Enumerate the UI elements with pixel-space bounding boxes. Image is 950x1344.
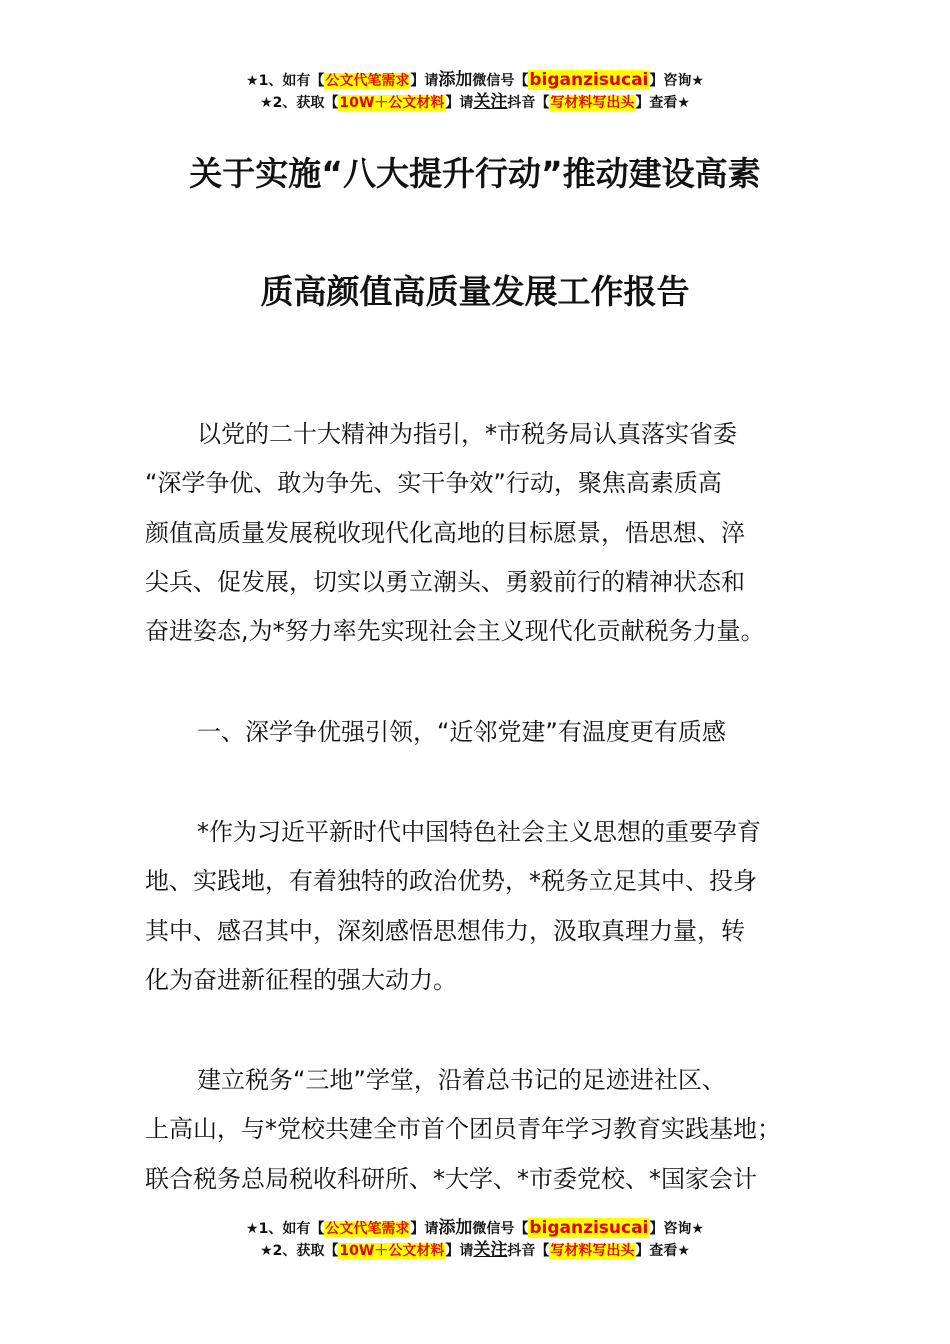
banner-line-2 (0, 92, 950, 114)
banner-text: 】咨询★ (649, 73, 704, 89)
banner-text: 微信号【 (472, 73, 529, 89)
banner-line-1 (0, 1218, 950, 1240)
banner-emphasis: 添加 (438, 1218, 473, 1238)
banner-line-1 (0, 70, 950, 92)
paragraph-line: 尖兵、促发展，切实以勇立潮头、勇毅前行的精神状态和 (145, 567, 745, 596)
banner-text: 】请 (410, 73, 439, 89)
paragraph-2 (145, 808, 835, 1005)
paragraph-line: 颜值高质量发展税收现代化高地的目标愿景，悟思想、淬 (145, 518, 745, 547)
document-title-line-1: 关于实施“八大提升行动”推动建设高素 (189, 154, 761, 193)
paragraph-1 (145, 410, 835, 656)
section-heading-text: 一、深学争优强引领，“近邻党建”有温度更有质感 (197, 718, 726, 746)
banner-text: 】请 (445, 95, 474, 111)
banner-highlight: 10W＋公文材料 (339, 1243, 445, 1259)
banner-emphasis: 添加 (438, 70, 473, 90)
banner-emphasis: 关注 (473, 1240, 508, 1260)
top-banner (0, 70, 950, 114)
banner-text: 抖音【 (507, 95, 550, 111)
banner-text: ★1、如有【 (246, 73, 325, 89)
paragraph-line: 建立税务“三地”学堂，沿着总书记的足迹进社区、 (197, 1066, 726, 1094)
banner-wechat-id: biganzisucai (529, 1218, 649, 1238)
paragraph-line: 化为奋进新征程的强大动力。 (145, 965, 457, 994)
banner-text: 】请 (410, 1221, 439, 1237)
paragraph-line: 其中、感召其中，深刻感悟思想伟力，汲取真理力量，转 (145, 916, 745, 945)
banner-douyin-name: 写材料写出头 (550, 95, 635, 111)
banner-douyin-name: 写材料写出头 (550, 1243, 635, 1259)
banner-text: 】请 (445, 1243, 474, 1259)
paragraph-line: “深学争优、敢为争先、实干争效”行动，聚焦高素质高 (145, 469, 722, 498)
banner-text: 】查看★ (635, 95, 690, 111)
paragraph-line: 上高山，与*党校共建全市首个团员青年学习教育实践基地； (145, 1115, 781, 1144)
banner-text: ★2、获取【 (260, 95, 339, 111)
paragraph-line: 地、实践地，有着独特的政治优势，*税务立足其中、投身 (145, 867, 757, 896)
banner-text: 抖音【 (507, 1243, 550, 1259)
section-heading-1 (145, 708, 835, 757)
paragraph-3 (145, 1056, 835, 1204)
banner-emphasis: 关注 (473, 92, 508, 112)
banner-text: 微信号【 (472, 1221, 529, 1237)
banner-text: ★1、如有【 (246, 1221, 325, 1237)
paragraph-line: 以党的二十大精神为指引，*市税务局认真落实省委 (197, 420, 737, 448)
banner-line-2 (0, 1240, 950, 1262)
banner-highlight: 公文代笔需求 (325, 73, 410, 89)
bottom-banner (0, 1218, 950, 1262)
banner-highlight: 10W＋公文材料 (339, 95, 445, 111)
banner-highlight: 公文代笔需求 (325, 1221, 410, 1237)
document-title-line-2: 质高颜值高质量发展工作报告 (260, 272, 690, 311)
banner-text: 】查看★ (635, 1243, 690, 1259)
paragraph-line: 联合税务总局税收科研所、*大学、*市委党校、*国家会计 (145, 1164, 757, 1193)
paragraph-line: *作为习近平新时代中国特色社会主义思想的重要孕育 (197, 818, 761, 846)
banner-text: 】咨询★ (649, 1221, 704, 1237)
banner-text: ★2、获取【 (260, 1243, 339, 1259)
banner-wechat-id: biganzisucai (529, 70, 649, 90)
paragraph-line: 奋进姿态,为*努力率先实现社会主义现代化贡献税务力量。 (145, 617, 765, 646)
